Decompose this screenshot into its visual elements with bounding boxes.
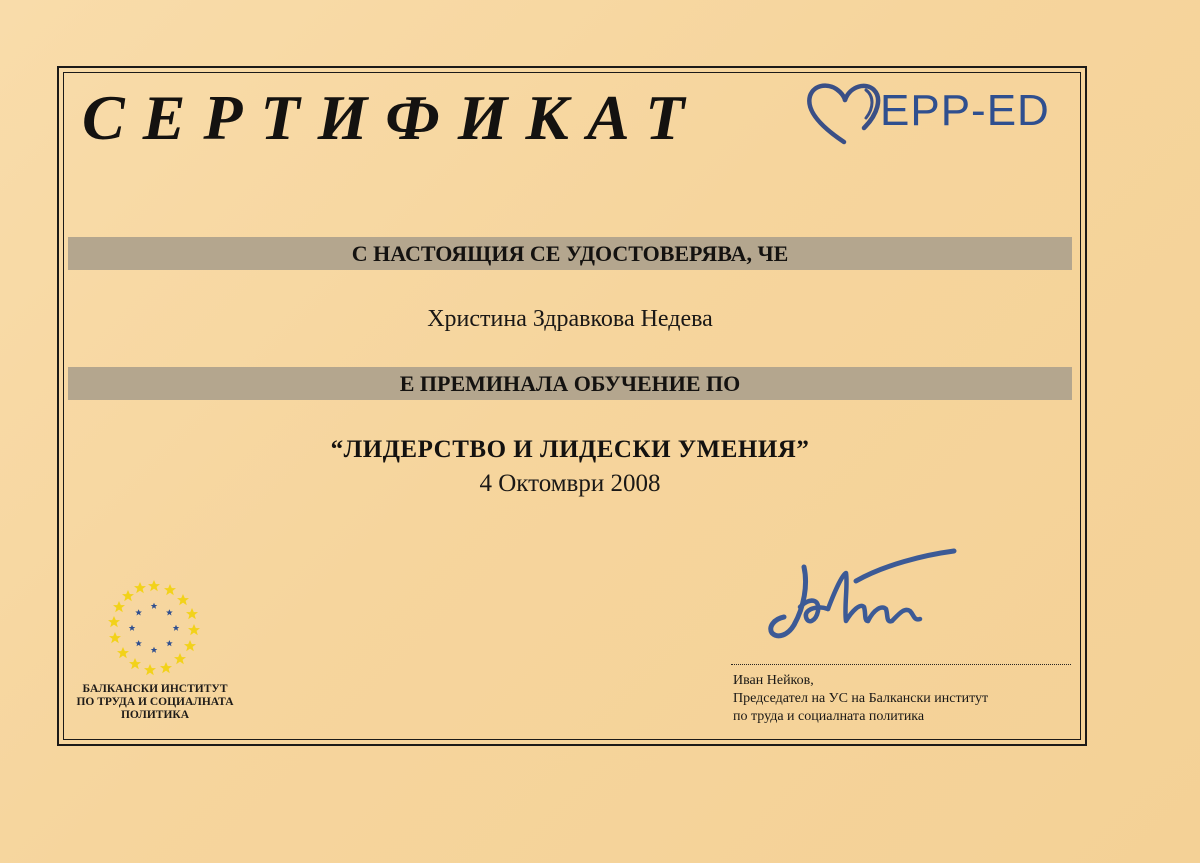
heart-outline-icon (809, 86, 878, 142)
institute-name-line-2: ПО ТРУДА И СОЦИАЛНАТА (76, 696, 234, 708)
institute-name-line-3: ПОЛИТИКА (120, 709, 190, 721)
outer-star-ring (108, 580, 200, 675)
handwritten-signature (764, 545, 964, 655)
course-title: “ЛИДЕРСТВО И ЛИДЕСКИ УМЕНИЯ” (330, 436, 810, 463)
institute-name (70, 683, 240, 722)
certify-band (68, 237, 1072, 270)
completed-band (68, 367, 1072, 400)
certificate-title: СЕРТИФИКАТ (82, 82, 703, 153)
epp-ed-logo-text: EPP-ED (880, 86, 1050, 135)
inner-star-ring (129, 603, 180, 653)
signatory-block (733, 672, 988, 726)
eu-stars-icon (104, 578, 204, 678)
recipient-name: Христина Здравкова Недева (427, 306, 713, 332)
signatory-position-line-1: Председател на УС на Балкански институт (733, 691, 989, 706)
certify-line: С НАСТОЯЩИЯ СЕ УДОСТОВЕРЯВА, ЧЕ (351, 241, 789, 266)
signatory-position-line-2: по труда и социалната политика (733, 709, 925, 724)
signatory-name: Иван Нейков, (733, 673, 814, 688)
institute-name-line-1: БАЛКАНСКИ ИНСТИТУТ (82, 683, 228, 695)
certificate-date: 4 Октомври 2008 (479, 470, 661, 497)
signature-line (731, 664, 1071, 665)
completed-line: Е ПРЕМИНАЛА ОБУЧЕНИЕ ПО (399, 371, 741, 396)
